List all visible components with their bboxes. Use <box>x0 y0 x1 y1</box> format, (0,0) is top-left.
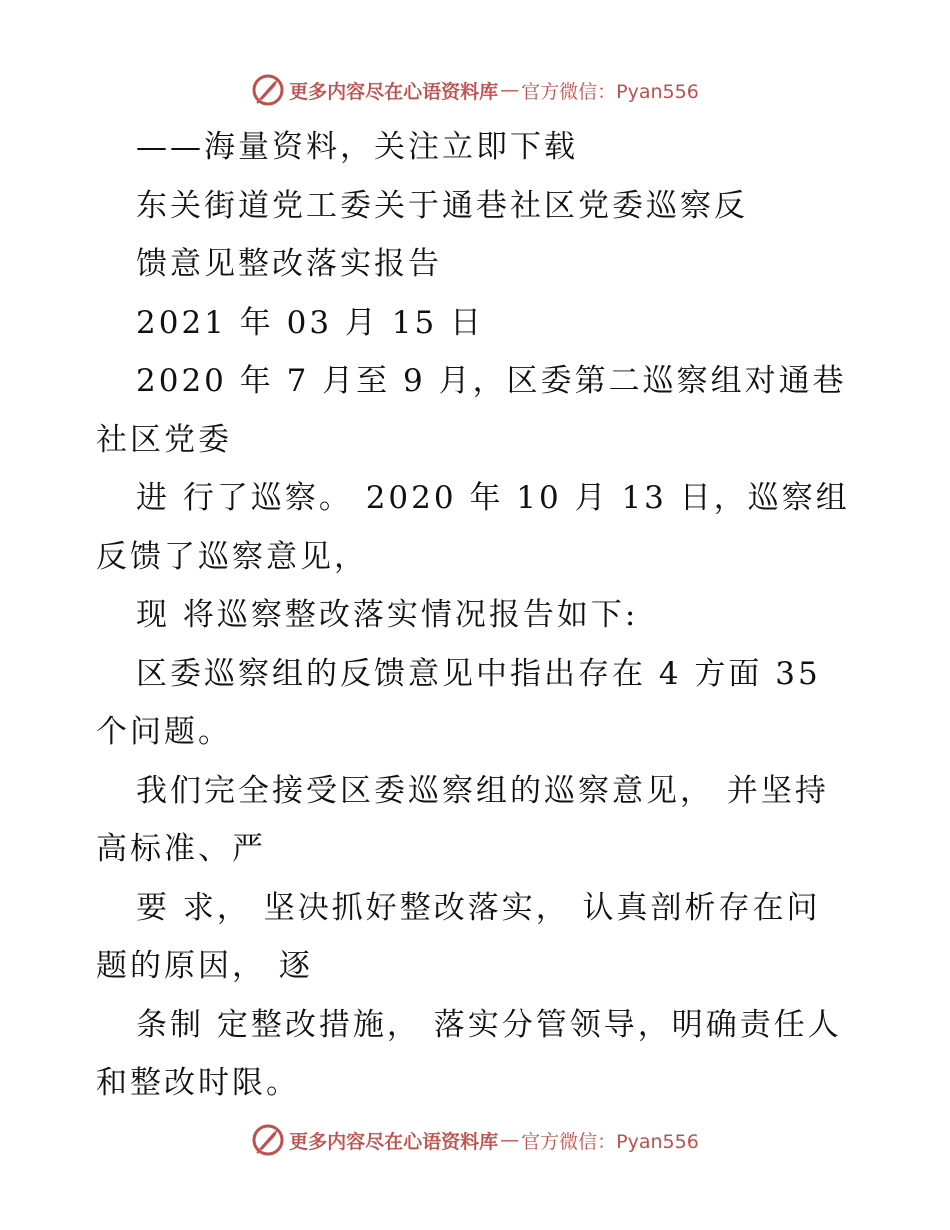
text-line: 条制 定整改措施， 落实分管领导，明确责任人 <box>136 1006 842 1043</box>
text-line: 高标准、严 <box>96 831 266 867</box>
text-line: 反馈了巡察意见， <box>96 538 368 575</box>
text-line: 区委巡察组的反馈意见中指出存在 4 方面 35 <box>136 655 821 692</box>
banner-separator: — <box>500 79 520 101</box>
banner-wechat: 官方微信：Pyan556 <box>521 1130 699 1153</box>
banner-wechat: 官方微信：Pyan556 <box>521 80 699 103</box>
text-line: 社区党委 <box>96 421 232 458</box>
text-line: 我们完全接受区委巡察组的巡察意见， 并坚持 <box>136 772 829 809</box>
document-body <box>96 118 856 1113</box>
document-title-line-1: 东关街道党工委关于通巷社区党委巡察反 <box>136 187 748 224</box>
quill-logo-icon <box>251 73 285 107</box>
quill-logo-icon <box>251 1123 285 1157</box>
text-line: 进 行了巡察。 2020 年 10 月 13 日，巡察组 <box>136 480 850 516</box>
footer-banner <box>0 1120 950 1160</box>
text-line: 要 求， 坚决抓好整改落实， 认真剖析存在问 <box>136 889 821 926</box>
text-line: 现 将巡察整改落实情况报告如下: <box>136 597 639 633</box>
document-title-line-2: 馈意见整改落实报告 <box>136 246 442 282</box>
text-line: 个问题。 <box>96 714 232 750</box>
text-line: ——海量资料，关注立即下载 <box>136 129 578 165</box>
text-line: 题的原因， 逐 <box>96 948 313 984</box>
document-date: 2021 年 03 月 15 日 <box>136 304 485 341</box>
banner-text: 更多内容尽在心语资料库 <box>289 1130 499 1153</box>
text-line: 和整改时限。 <box>96 1065 300 1101</box>
text-line: 2020 年 7 月至 9 月，区委第二巡察组对通巷 <box>136 363 847 399</box>
header-banner <box>0 70 950 110</box>
banner-separator: — <box>500 1129 520 1151</box>
banner-text: 更多内容尽在心语资料库 <box>289 80 499 103</box>
